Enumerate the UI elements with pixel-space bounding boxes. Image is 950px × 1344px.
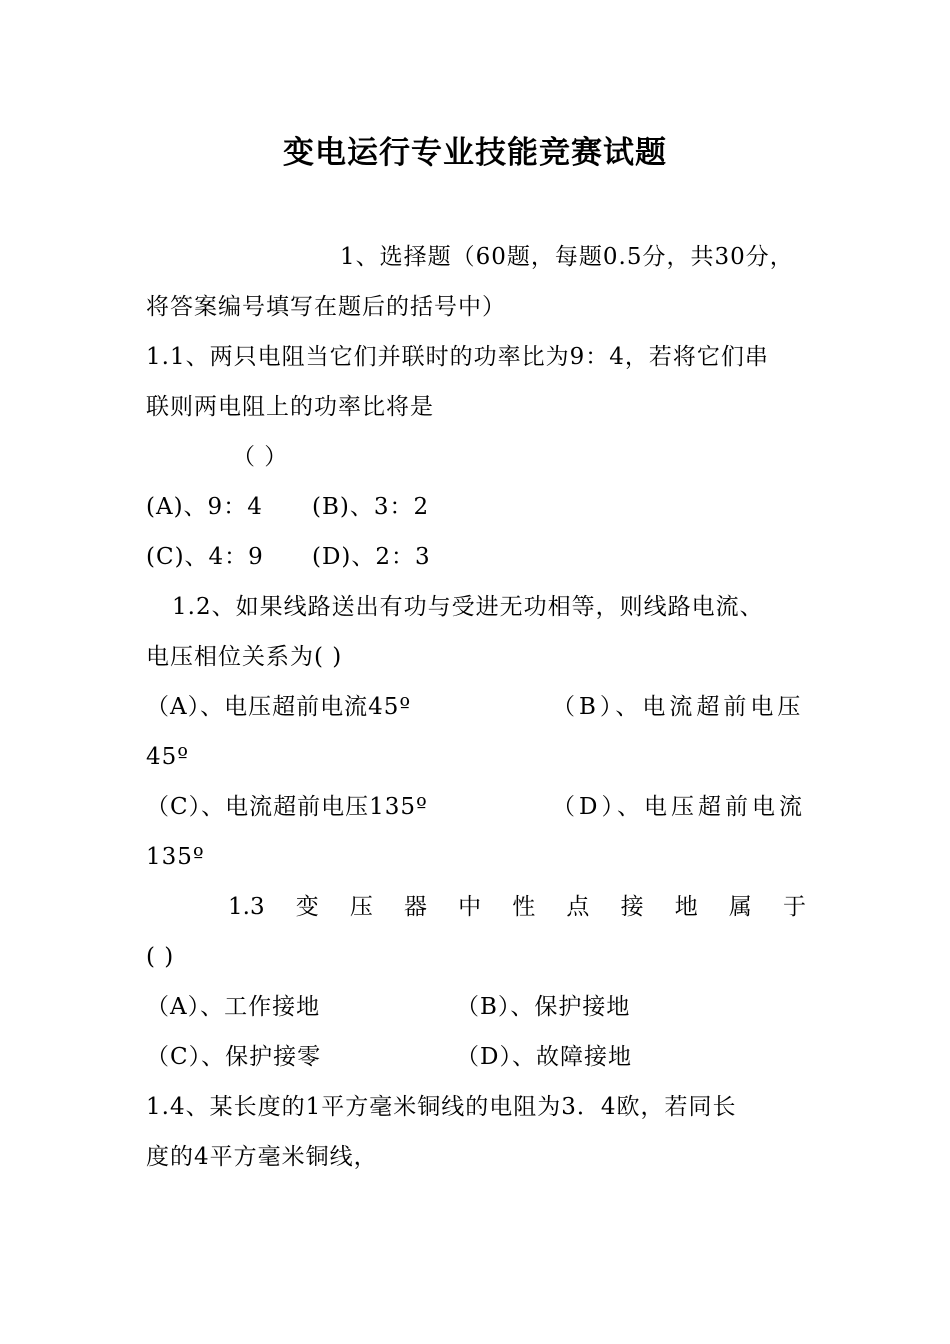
q3-word: 变 — [295, 894, 319, 920]
q3-word: 器 — [404, 894, 427, 920]
q4-line1: 1.4、某长度的1平方毫米铜线的电阻为3．4欧，若同长 — [146, 1094, 737, 1120]
q3-line1 — [228, 892, 806, 922]
q2-line1: 1.2、如果线路送出有功与受进无功相等，则线路电流、 — [172, 594, 764, 620]
section-header-line2: 将答案编号填写在题后的括号中） — [146, 294, 506, 320]
q3-word: 地 — [674, 894, 698, 920]
q3-option-b: （B）、保护接地 — [456, 994, 631, 1020]
q3-option-c: （C）、保护接零 — [146, 1044, 322, 1070]
q3-option-a: （A）、工作接地 — [146, 994, 321, 1020]
q1-option-b: (B)、3：2 — [312, 494, 430, 520]
q3-word: 中 — [458, 894, 482, 920]
q1-line1: 1.1、两只电阻当它们并联时的功率比为9：4，若将它们串 — [146, 344, 769, 370]
q1-option-a: (A)、9：4 — [146, 494, 263, 520]
q3-line2: ( ) — [146, 944, 175, 970]
q4-line2: 度的4平方毫米铜线， — [146, 1144, 378, 1170]
q2-option-b-continued: 45º — [146, 744, 190, 770]
q1-option-d: (D)、2：3 — [312, 544, 431, 570]
q2-line2: 电压相位关系为( ) — [146, 644, 343, 670]
q3-word: 点 — [566, 894, 590, 920]
page-title: 变电运行专业技能竞赛试题 — [283, 135, 667, 171]
q3-word: 属 — [728, 894, 752, 920]
q3-word: 1.3 — [228, 894, 265, 920]
q3-word: 于 — [782, 894, 806, 920]
q2-option-b: （B）、电流超前电压 — [552, 694, 805, 720]
q2-option-a: （A）、电压超前电流45º — [146, 694, 412, 720]
q1-line2: 联则两电阻上的功率比将是 — [146, 394, 434, 420]
q2-option-c: （C）、电流超前电压135º — [146, 794, 428, 820]
q2-option-d: （D）、电压超前电流 — [552, 794, 806, 820]
section-header-line1: 1、选择题（60题，每题0.5分，共30分， — [340, 244, 794, 270]
q3-word: 压 — [349, 894, 373, 920]
q2-option-d-continued: 135º — [146, 844, 205, 870]
q3-word: 接 — [620, 894, 644, 920]
q3-word: 性 — [512, 894, 536, 920]
q1-answer-blank: （ ） — [232, 444, 289, 470]
q1-option-c: (C)、4：9 — [146, 544, 264, 570]
q3-option-d: （D）、故障接地 — [456, 1044, 632, 1070]
